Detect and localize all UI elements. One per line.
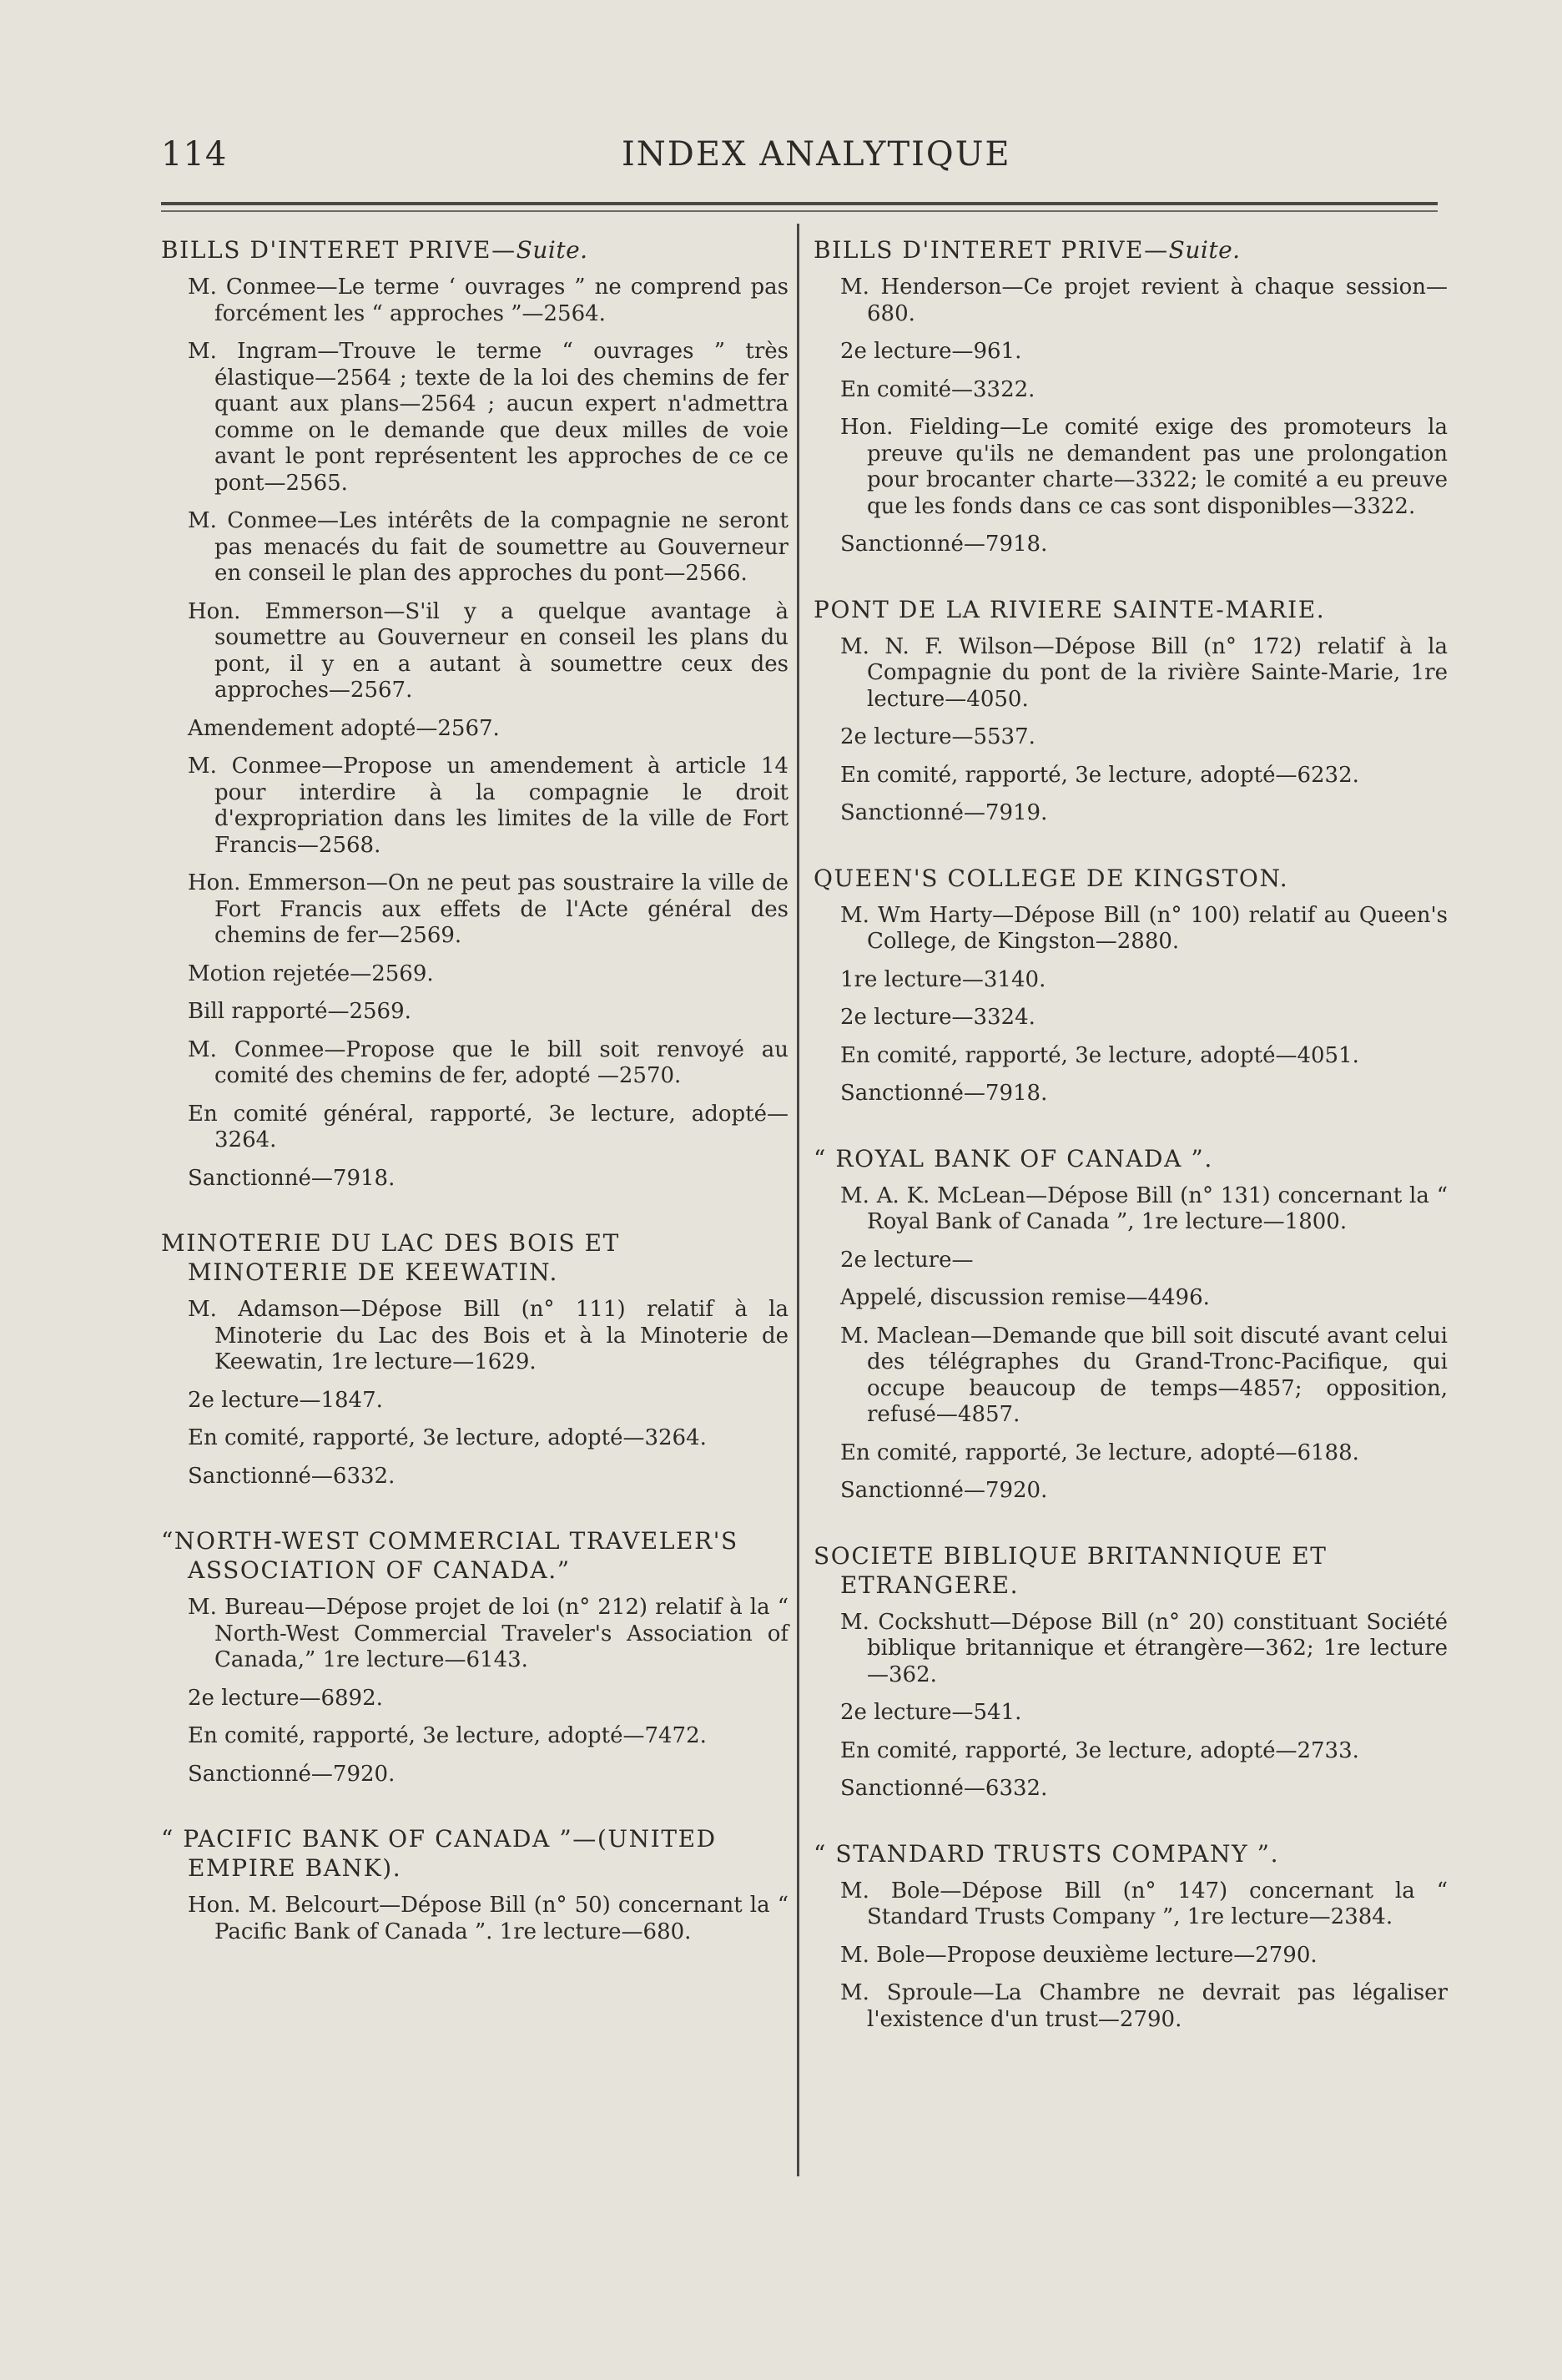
index-entry: M. Wm Harty—Dépose Bill (n° 100) relatif au Queen's College, de Kingston—2880.	[840, 902, 1448, 954]
index-entry: M. Conmee—Propose que le bill soit renvoyé au comité des chemins de fer, adopté —2570.	[188, 1036, 789, 1088]
section-heading: PONT DE LA RIVIERE SAINTE-MARIE.	[814, 595, 1326, 623]
section-heading-main: BILLS D'INTERET PRIVE—	[161, 236, 516, 264]
index-entry: Sanctionné—7920.	[840, 1478, 1048, 1503]
index-section	[814, 1144, 1448, 1505]
header-rule-thin	[161, 210, 1438, 212]
index-entry: Sanctionné—7920.	[188, 1761, 396, 1787]
section-heading: “ PACIFIC BANK OF CANADA ”—(UNITED EMPIRE BANK).	[161, 1825, 717, 1882]
index-entry: 2e lecture—5537.	[840, 724, 1035, 749]
index-entry: M. Maclean—Demande que bill soit discuté avant celui des télégraphes du Grand-Tronc-Pacifique, qui occupe beaucoup de temps—4857; opposition, refusé—4857.	[840, 1323, 1448, 1427]
index-entry: Hon. M. Belcourt—Dépose Bill (n° 50) concernant la “ Pacific Bank of Canada ”. 1re lecture—680.	[188, 1893, 789, 1944]
index-section	[161, 1526, 789, 1788]
index-entry: M. Ingram—Trouve le terme “ ouvrages ” très élastique—2564 ; texte de la loi des chemins de fer quant aux plans—2564 ; aucun expert n'admettra comme on le demande que deux milles de voie avant le pont représentent les approches de ce ce pont—2565.	[188, 339, 789, 496]
index-entry: En comité général, rapporté, 3e lecture, adopté—3264.	[188, 1101, 789, 1152]
section-heading: SOCIETE BIBLIQUE BRITANNIQUE ET ETRANGERE.	[814, 1541, 1328, 1599]
index-entry: M. N. F. Wilson—Dépose Bill (n° 172) relatif à la Compagnie du pont de la rivière Sainte-Marie, 1re lecture—4050.	[840, 633, 1448, 712]
column-divider	[797, 224, 799, 2176]
section-heading: MINOTERIE DU LAC DES BOIS ET MINOTERIE DE KEEWATIN.	[161, 1229, 620, 1286]
index-entry: Sanctionné—7918.	[188, 1165, 396, 1191]
section-heading-main: BILLS D'INTERET PRIVE—	[814, 236, 1169, 264]
index-entry: Bill rapporté—2569.	[188, 999, 411, 1024]
index-entry: Hon. Emmerson—S'il y a quelque avantage à soumettre au Gouverneur en conseil les plans du pont, il y en a autant à soumettre ceux des approches—2567.	[188, 598, 789, 703]
index-entry: Appelé, discussion remise—4496.	[840, 1285, 1210, 1310]
index-entry: 2e lecture—3324.	[840, 1005, 1035, 1030]
index-entry: Hon. Fielding—Le comité exige des promoteurs la preuve qu'ils ne demandent pas une prolongation pour brocanter charte—3322; le comité a eu preuve que les fonds dans ce cas sont disponibles—3322.	[840, 415, 1448, 519]
index-section	[161, 1824, 789, 1945]
index-entry: M. Sproule—La Chambre ne devrait pas légaliser l'existence d'un trust—2790.	[840, 1980, 1448, 2032]
index-entry: Sanctionné—6332.	[840, 1776, 1048, 1801]
index-entry: 2e lecture—1847.	[188, 1387, 383, 1413]
index-entry: Amendement adopté—2567.	[188, 715, 500, 741]
index-entry: Hon. Emmerson—On ne peut pas soustraire la ville de Fort Francis aux effets de l'Acte général des chemins de fer—2569.	[188, 870, 789, 948]
index-entry: Sanctionné—7918.	[840, 1081, 1048, 1106]
index-section	[814, 1839, 1448, 2034]
index-section	[161, 1228, 789, 1490]
index-entry: M. A. K. McLean—Dépose Bill (n° 131) concernant la “ Royal Bank of Canada ”, 1re lecture—1800.	[840, 1182, 1448, 1234]
section-heading: “ ROYAL BANK OF CANADA ”.	[814, 1144, 1213, 1172]
section-heading: “NORTH-WEST COMMERCIAL TRAVELER'S ASSOCIATION OF CANADA.”	[161, 1527, 738, 1584]
index-section	[814, 235, 1448, 558]
index-entry: En comité, rapporté, 3e lecture, adopté—4051.	[840, 1042, 1359, 1068]
index-entry: M. Conmee—Les intérêts de la compagnie ne seront pas menacés du fait de soumettre au Gouverneur en conseil le plan des approches du pont—2566.	[188, 508, 789, 586]
index-entry: M. Bole—Propose deuxième lecture—2790.	[840, 1942, 1318, 1968]
index-entry: M. Bureau—Dépose projet de loi (n° 212) relatif à la “ North-West Commercial Traveler's Association of Canada,” 1re lecture—6143.	[188, 1595, 789, 1672]
index-entry: Sanctionné—7918.	[840, 532, 1048, 557]
section-heading	[814, 235, 1448, 265]
section-heading: “ STANDARD TRUSTS COMPANY ”.	[814, 1839, 1280, 1868]
section-heading	[161, 235, 789, 265]
index-entry: En comité—3322.	[840, 376, 1035, 402]
index-entry: En comité, rapporté, 3e lecture, adopté—3264.	[188, 1425, 707, 1450]
index-entry: 2e lecture—961.	[840, 339, 1022, 364]
index-entry: 2e lecture—6892.	[188, 1685, 383, 1711]
index-entry: En comité, rapporté, 3e lecture, adopté—7472.	[188, 1723, 707, 1748]
index-section	[814, 864, 1448, 1107]
running-head-title: INDEX ANALYTIQUE	[622, 135, 1011, 174]
index-entry: M. Adamson—Dépose Bill (n° 111) relatif à la Minoterie du Lac des Bois et à la Minoterie de Keewatin, 1re lecture—1629.	[188, 1297, 789, 1374]
section-heading: QUEEN'S COLLEGE DE KINGSTON.	[814, 864, 1289, 892]
index-entry: Sanctionné—7919.	[840, 800, 1048, 825]
index-entry: En comité, rapporté, 3e lecture, adopté—6188.	[840, 1440, 1359, 1465]
index-entry: En comité, rapporté, 3e lecture, adopté—6232.	[840, 762, 1359, 788]
index-section	[814, 595, 1448, 827]
index-entry: En comité, rapporté, 3e lecture, adopté—2733.	[840, 1737, 1359, 1763]
right-column	[814, 235, 1448, 2033]
page-number: 114	[161, 135, 228, 174]
index-entry: M. Cockshutt—Dépose Bill (n° 20) constituant Société biblique britannique et étrangère—362; 1re lecture—362.	[840, 1609, 1448, 1687]
index-entry: M. Conmee—Le terme ‘ ouvrages ” ne comprend pas forcément les “ approches ”—2564.	[188, 275, 789, 326]
index-entry: M. Bole—Dépose Bill (n° 147) concernant la “ Standard Trusts Company ”, 1re lecture—2384.	[840, 1878, 1448, 1929]
section-heading-suite: Suite.	[1168, 236, 1241, 264]
index-entry: 2e lecture—	[840, 1247, 974, 1273]
index-section	[814, 1541, 1448, 1803]
header-rule	[161, 202, 1438, 205]
index-entry: Motion rejetée—2569.	[188, 961, 434, 986]
left-column	[161, 235, 789, 1945]
index-entry: 1re lecture—3140.	[840, 966, 1046, 992]
index-entry: M. Conmee—Propose un amendement à article 14 pour interdire à la compagnie le droit d'expropriation dans les limites de la ville de Fort Francis—2568.	[188, 754, 789, 858]
index-entry: M. Henderson—Ce projet revient à chaque session—680.	[840, 275, 1448, 326]
index-section	[161, 235, 789, 1192]
index-entry: Sanctionné—6332.	[188, 1463, 396, 1489]
section-heading-suite: Suite.	[516, 236, 588, 264]
index-entry: 2e lecture—541.	[840, 1700, 1022, 1725]
